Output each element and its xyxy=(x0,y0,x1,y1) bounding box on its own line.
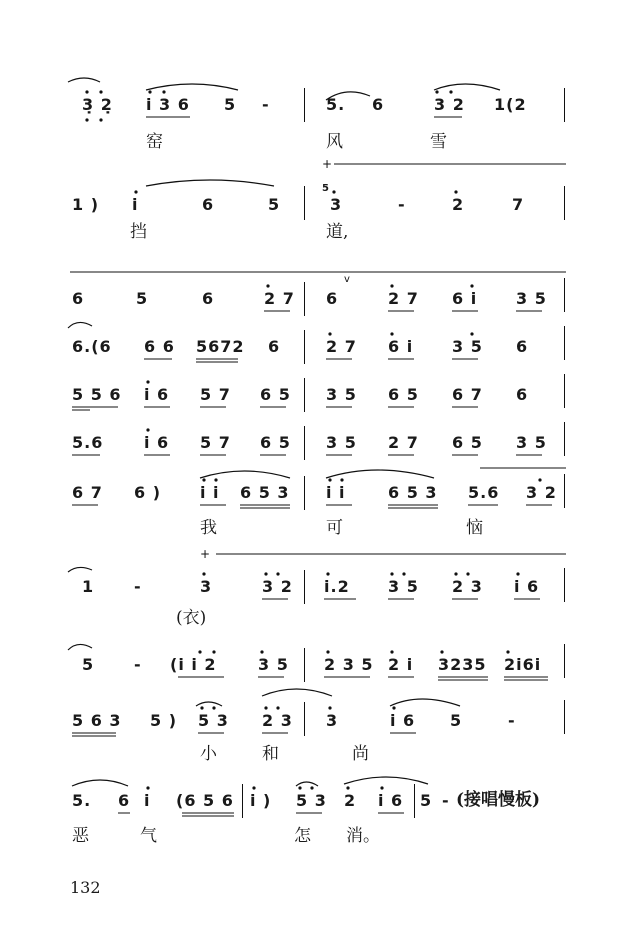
lyric: 恼 xyxy=(466,518,483,538)
barline xyxy=(564,88,565,122)
page-number: 132 xyxy=(70,878,101,897)
svg-text:v: v xyxy=(344,274,350,285)
note-group: 5 3 xyxy=(198,711,229,730)
note-group: 6 7 xyxy=(452,385,483,404)
note: 2 xyxy=(344,791,357,810)
note: 2 xyxy=(452,195,465,214)
note-group: 2 i xyxy=(388,655,414,674)
note-group: 3235 xyxy=(438,655,487,674)
barline xyxy=(564,278,565,312)
note: 6 xyxy=(372,95,385,114)
svg-text:+: + xyxy=(322,157,333,171)
note-group: 3 5 xyxy=(452,337,483,356)
note-group: 6 5 xyxy=(388,385,419,404)
note-group: 6 6 xyxy=(144,337,175,356)
note-group: i 6 xyxy=(390,711,416,730)
performance-direction: (接唱慢板) xyxy=(456,790,541,810)
note-group: 5 ) xyxy=(150,711,178,730)
lyric: 气 xyxy=(140,826,157,846)
dash: - xyxy=(508,711,516,730)
note-group: 3̣ 2̣ xyxy=(82,95,113,114)
note-group: 6 i xyxy=(452,289,478,308)
lyric: 道, xyxy=(326,222,349,242)
grace-note: 5 xyxy=(322,183,330,194)
note-group: i 3 6 xyxy=(146,95,190,114)
note: 5 xyxy=(224,95,237,114)
lyric: 挡 xyxy=(130,222,147,242)
note-group: 2 7 xyxy=(388,433,419,452)
lyric: 怎 xyxy=(294,826,311,846)
note: 6 xyxy=(268,337,281,356)
dash: - xyxy=(134,577,142,596)
dash: - xyxy=(442,791,450,810)
note: 3 xyxy=(200,577,213,596)
lyric: 窑 xyxy=(146,132,163,152)
note-group: 6 7 xyxy=(72,483,103,502)
dash: - xyxy=(262,95,270,114)
barline xyxy=(304,330,305,364)
lyric: 我 xyxy=(200,518,217,538)
note-group: 6 5 xyxy=(260,433,291,452)
note: 5 xyxy=(136,289,149,308)
lyric: 可 xyxy=(326,518,343,538)
barline xyxy=(304,570,305,604)
note-group: 5 3 xyxy=(296,791,327,810)
barline xyxy=(564,186,565,220)
note-group: 2 7 xyxy=(388,289,419,308)
note: 6 xyxy=(202,195,215,214)
note-group: 3 2 xyxy=(526,483,557,502)
note: 6 xyxy=(516,337,529,356)
lyric: 小 xyxy=(200,744,217,764)
note: 6 xyxy=(202,289,215,308)
note: 6 xyxy=(72,289,85,308)
lyric: 雪 xyxy=(430,132,447,152)
barline xyxy=(414,784,415,818)
note-group: 6 5 3 xyxy=(240,483,290,502)
note: 5 xyxy=(450,711,463,730)
slurs xyxy=(68,78,500,786)
note: 6 xyxy=(326,289,339,308)
note: 5 xyxy=(420,791,433,810)
note: 3 xyxy=(330,195,343,214)
barline xyxy=(564,374,565,408)
note-group: 3 5 xyxy=(516,289,547,308)
note-group: 5.6 xyxy=(468,483,500,502)
note-group: 3 5 xyxy=(388,577,419,596)
barline xyxy=(564,568,565,602)
note-group: 2 7 xyxy=(264,289,295,308)
note-group: i i xyxy=(200,483,220,502)
note-group: 3 5 xyxy=(326,433,357,452)
barline xyxy=(304,476,305,510)
note-group: 6.(6 xyxy=(72,337,112,356)
note-group: 3 2 xyxy=(434,95,465,114)
note-group: 5 7 xyxy=(200,385,231,404)
barline xyxy=(304,282,305,316)
barline xyxy=(564,422,565,456)
barline xyxy=(304,702,305,736)
lyric: 消。 xyxy=(346,826,380,846)
barline xyxy=(304,648,305,682)
barline xyxy=(564,644,565,678)
note-group: (i i 2 xyxy=(170,655,217,674)
note-group: 5672 xyxy=(196,337,245,356)
note-group: i 6 xyxy=(514,577,540,596)
note-group: i 6 xyxy=(144,433,170,452)
note-group: 2 7 xyxy=(326,337,357,356)
note: 7 xyxy=(512,195,525,214)
note-group: 5 5 6 xyxy=(72,385,122,404)
lyric: 尚 xyxy=(352,744,369,764)
note-group: 2 3 5 xyxy=(324,655,374,674)
lyric: 恶 xyxy=(72,826,89,846)
note-group: 2 3 xyxy=(262,711,293,730)
note-group: 5 7 xyxy=(200,433,231,452)
note-group: (6 5 6 xyxy=(176,791,234,810)
note-group: i.2 xyxy=(324,577,350,596)
note-group: i ) xyxy=(250,791,272,810)
note: 5 xyxy=(268,195,281,214)
note-group: 2i6i xyxy=(504,655,542,674)
note-group: i 6 xyxy=(144,385,170,404)
note: i xyxy=(144,791,151,810)
note-group: 2 3 xyxy=(452,577,483,596)
note: 3 xyxy=(326,711,339,730)
dash: - xyxy=(134,655,142,674)
lyric: 风 xyxy=(326,132,343,152)
lyric: 和 xyxy=(262,744,279,764)
dash: - xyxy=(398,195,406,214)
barline xyxy=(304,186,305,220)
barline xyxy=(564,474,565,508)
lyric: (衣) xyxy=(176,608,207,628)
note-group: 6 ) xyxy=(134,483,162,502)
note-group: 3 2 xyxy=(262,577,293,596)
barline xyxy=(304,426,305,460)
barline xyxy=(304,378,305,412)
note-group: 6 5 3 xyxy=(388,483,438,502)
note: 5. xyxy=(326,95,346,114)
note-group: 6 i xyxy=(388,337,414,356)
note-group: i i xyxy=(326,483,346,502)
note-group: 6 5 xyxy=(452,433,483,452)
note: 5. xyxy=(72,791,92,810)
note-group: 3 5 xyxy=(326,385,357,404)
barline xyxy=(564,700,565,734)
note-group: 1 ) xyxy=(72,195,100,214)
note: 6 xyxy=(118,791,131,810)
barline xyxy=(564,326,565,360)
note-group: 6 5 xyxy=(260,385,291,404)
note-group: 5 6 3 xyxy=(72,711,122,730)
note-group: 3 5 xyxy=(516,433,547,452)
note: i xyxy=(132,195,139,214)
note-group: 5.6 xyxy=(72,433,104,452)
barline xyxy=(304,88,305,122)
note: 1 xyxy=(82,577,95,596)
note: 5 xyxy=(82,655,95,674)
barline xyxy=(242,784,243,818)
note-group: i 6 xyxy=(378,791,404,810)
note: 6 xyxy=(516,385,529,404)
note-group: 3 5 xyxy=(258,655,289,674)
note-group: 1(2 xyxy=(494,95,527,114)
svg-text:+: + xyxy=(200,547,211,561)
